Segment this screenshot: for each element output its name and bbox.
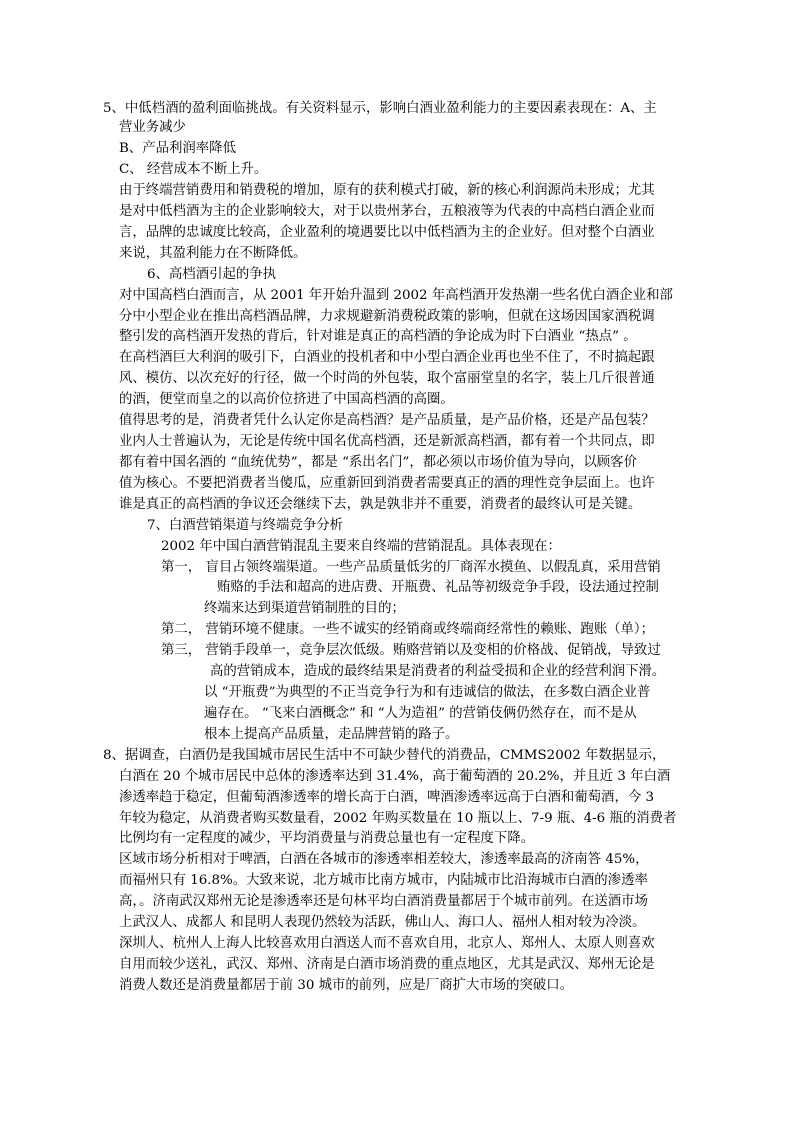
list-item: 第一， 盲目占领终端渠道。一些产品质量低劣的厂商浑水摸鱼、以假乱真，采用营销 (161, 560, 661, 575)
text-line: 风、模仿、以次充好的行径，做一个时尚的外包装，取个富丽堂皇的名字，装上几斤很普通 (119, 371, 655, 386)
text-line: 在高档酒巨大利润的吸引下，白酒业的投机者和中小型白酒企业再也坐不住了，不时搞起跟 (119, 350, 655, 365)
text-line: 自用而较少送礼，武汉、郑州、济南是白酒市场消费的重点地区，尤其是武汉、郑州无论是 (119, 957, 655, 972)
list-item-continuation: 遍存在。 “飞来白酒概念” 和 “人为造祖” 的营销伎俩仍然存在，而不是从 (204, 706, 637, 721)
text-line: 消费人数还是消费量都居于前 30 城市的前列，应是厂商扩大市场的突破口。 (119, 978, 574, 993)
text-line: 对中国高档白酒而言，从 2001 年开始升温到 2002 年高档酒开发热潮一些名优白酒企业和部 (119, 288, 673, 303)
text-line: 值得思考的是，消费者凭什么认定你是高档酒？是产品质量，是产品价格，还是产品包装？ (119, 413, 655, 428)
text-line: 深圳人、杭州人上海人比较喜欢用白酒送人而不喜欢自用，北京人、郑州人、太原人则喜欢 (119, 936, 655, 951)
text-line: 由于终端营销费用和销费税的增加，原有的获利模式打破，新的核心利润源尚未形成；尤其 (119, 183, 655, 198)
text-line: 2002 年中国白酒营销混乱主要来自终端的营销混乱。具体表现在： (161, 539, 561, 554)
text-line: 8、据调查，白酒仍是我国城市居民生活中不可缺少替代的消费品，CMMS2002 年数据显示， (103, 748, 666, 763)
text-line: 而福州只有 16.8%。大致来说，北方城市比南方城市，内陆城市比沿海城市白酒的渗透率 (119, 873, 648, 888)
text-line: 营业务减少 (119, 120, 186, 135)
list-item-continuation: 终端来达到渠道营销制胜的目的； (204, 601, 405, 616)
text-line: B、产品利润率降低 (119, 141, 236, 156)
text-line: 值为核心。不要把消费者当傻瓜，应重新回到消费者需要真正的酒的理性竞争层面上。也许 (119, 476, 655, 491)
text-line: 整引发的高档酒开发热的背后，针对谁是真正的高档酒的争论成为时下白酒业 “热点” 。 (119, 329, 637, 344)
list-item: 第三， 营销手段单一，竞争层次低级。贿赂营销以及变相的价格战、促销战，导致过 (161, 643, 661, 658)
text-line: 是对中低档酒为主的企业影响较大，对于以贵州茅台，五粮液等为代表的中高档白酒企业而 (119, 204, 655, 219)
text-line: 区域市场分析相对于啤酒，白酒在各城市的渗透率相差较大，渗透率最高的济南答 45%， (119, 852, 649, 867)
list-item-continuation: 以 “开瓶费”为典型的不正当竞争行为和有违诚信的做法，在多数白酒企业普 (204, 685, 651, 700)
section-heading: 6、高档酒引起的争执 (147, 267, 277, 282)
text-line: 的酒，便堂而皇之的以高价位挤进了中国高档酒的高圈。 (119, 392, 454, 407)
section-heading: 7、白酒营销渠道与终端竞争分析 (147, 518, 343, 533)
text-line: C、 经营成本不断上升。 (119, 162, 268, 177)
list-item-continuation: 贿赂的手法和超高的进店费、开瓶费、礼品等初级竞争手段，设法通过控制 (217, 580, 659, 595)
text-line: 渗透率趋于稳定，但葡萄酒渗透率的增长高于白酒，啤酒渗透率远高于白酒和葡萄酒，今 3 (119, 790, 655, 805)
text-line: 谁是真正的高档酒的争议还会继续下去，孰是孰非并不重要，消费者的最终认可是关键。 (119, 497, 642, 512)
list-item: 第二， 营销环境不健康。一些不诚实的经销商或终端商经常性的赖账、跑账（单）； (161, 622, 655, 637)
text-line: 来说，其盈利能力在不断降低。 (119, 246, 307, 261)
text-line: 5、中低档酒的盈利面临挑战。有关资料显示，影响白酒业盈利能力的主要因素表现在：A、主 (103, 101, 657, 116)
text-line: 上武汉人、成都人 和昆明人表现仍然较为活跃，佛山人、海口人、福州人相对较为冷淡。 (119, 915, 646, 930)
text-line: 分中小型企业在推出高档酒品牌，力求规避新消费税政策的影响，但就在这场因国家酒税调 (119, 309, 655, 324)
text-line: 比例均有一定程度的减少，平均消费量与消费总量也有一定程度下降。 (119, 831, 535, 846)
text-line: 都有着中国名酒的 “血统优势”，都是 “系出名门”，都必须以市场价值为导向，以顾客价 (119, 455, 637, 470)
text-line: 高，。济南武汉郑州无论是渗透率还是句林平均白酒消费量都居于个城市前列。在送酒市场 (119, 894, 648, 909)
text-line: 言，品牌的忠诚度比较高，企业盈利的境遇要比以中低档酒为主的企业好。但对整个白酒业 (119, 225, 655, 240)
text-line: 白酒在 20 个城市居民中总体的渗透率达到 31.4%，高于葡萄酒的 20.2%，并且近 3 年白酒 (119, 769, 671, 784)
text-line: 业内人士普遍认为，无论是传统中国名优高档酒，还是新派高档酒，都有着一个共同点，即 (119, 434, 655, 449)
list-item-continuation: 根本上提高产品质量，走品牌营销的路子。 (204, 727, 459, 742)
text-line: 年较为稳定，从消费者购买数量看，2002 年购买数量在 10 瓶以上、7-9 瓶、4-6 瓶的消费者 (119, 811, 677, 826)
list-item-continuation: 高的营销成本，造成的最终结果是消费者的利益受损和企业的经营利润下滑。 (210, 664, 666, 679)
